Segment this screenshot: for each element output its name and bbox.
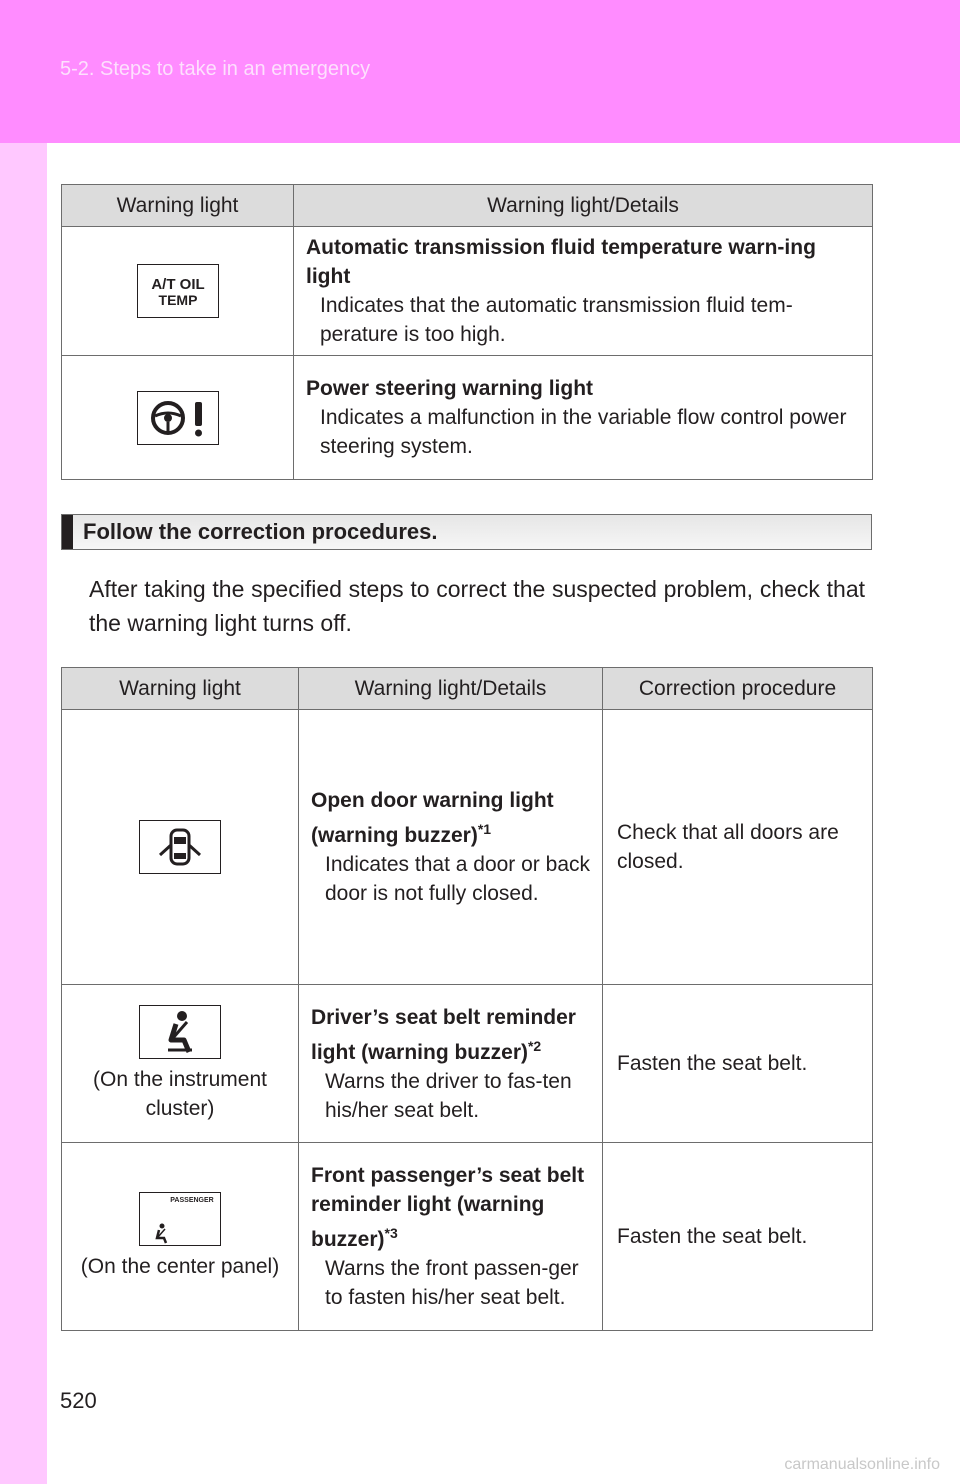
warning-title: Front passenger’s seat belt reminder light (warning buzzer): [311, 1164, 585, 1251]
footnote-ref: *2: [527, 1037, 542, 1054]
icon-label: PASSENGER: [170, 1197, 214, 1204]
icon-cell: [62, 985, 299, 1143]
icon-cell: [62, 356, 294, 480]
warning-title: Automatic transmission fluid temperature warn-ing light: [306, 236, 816, 288]
table-header-row: [62, 668, 873, 710]
header-band: [0, 0, 960, 143]
section-marker: [62, 515, 73, 549]
passenger-seat-belt-icon: [139, 1192, 221, 1246]
footnote-ref: *3: [384, 1225, 398, 1241]
correction-procedure: Fasten the seat belt.: [603, 1143, 873, 1331]
details-cell: [299, 710, 603, 985]
section-title: Follow the correction procedures.: [83, 519, 438, 544]
details-cell: [294, 356, 873, 480]
driver-seat-belt-icon: [139, 1005, 221, 1059]
icon-cell: [62, 227, 294, 356]
column-header: Warning light/Details: [299, 668, 603, 710]
footnote-ref: *1: [477, 821, 492, 837]
warning-description: Indicates a malfunction in the variable flow control power steering system.: [320, 406, 847, 458]
correction-procedure: Check that all doors are closed.: [603, 710, 873, 985]
icon-caption: (On the center panel): [80, 1255, 280, 1278]
at-oil-temp-icon: [137, 264, 219, 318]
section-heading: [61, 514, 872, 550]
table-row: [62, 985, 873, 1143]
icon-caption: (On the instrument cluster): [93, 1067, 267, 1120]
table-row: [62, 1143, 873, 1331]
column-header: Warning light: [62, 185, 294, 227]
icon-label: TEMP: [158, 292, 197, 308]
warning-light-table-1: [61, 184, 873, 480]
intro-paragraph: After taking the specified steps to correct the suspected problem, check that the warning light turns off.: [89, 576, 865, 636]
table-header-row: [62, 185, 873, 227]
details-cell: [299, 1143, 603, 1331]
details-cell: [294, 227, 873, 356]
power-steering-warning-icon: [137, 391, 219, 445]
column-header: Warning light/Details: [294, 185, 873, 227]
table-row: [62, 356, 873, 480]
column-header: Correction procedure: [603, 668, 873, 710]
warning-title: Open door warning light (warning buzzer): [311, 789, 554, 847]
column-header: Warning light: [62, 668, 299, 710]
warning-description: Indicates that the automatic transmission fluid tem-perature is too high.: [320, 294, 793, 346]
warning-title: Driver’s seat belt reminder light (warning buzzer): [311, 1005, 576, 1064]
table-row: [62, 227, 873, 356]
warning-light-table-2: [61, 667, 873, 1331]
warning-description: Warns the front passen-ger to fasten his/her seat belt.: [325, 1257, 579, 1309]
page-number: 520: [60, 1388, 97, 1413]
table-row: [62, 710, 873, 985]
open-door-icon: [139, 820, 221, 874]
breadcrumb: 5-2. Steps to take in an emergency: [60, 58, 371, 80]
warning-description: Indicates that a door or back door is not fully closed.: [325, 853, 590, 905]
icon-cell: [62, 1143, 299, 1331]
details-cell: [299, 985, 603, 1143]
icon-label: A/T OIL: [150, 276, 205, 293]
warning-description: Warns the driver to fas-ten his/her seat belt.: [325, 1069, 572, 1122]
correction-procedure: Fasten the seat belt.: [603, 985, 873, 1143]
watermark: carmanualsonline.info: [784, 1456, 940, 1473]
side-band: [0, 143, 47, 1484]
warning-title: Power steering warning light: [306, 377, 594, 400]
icon-cell: [62, 710, 299, 985]
